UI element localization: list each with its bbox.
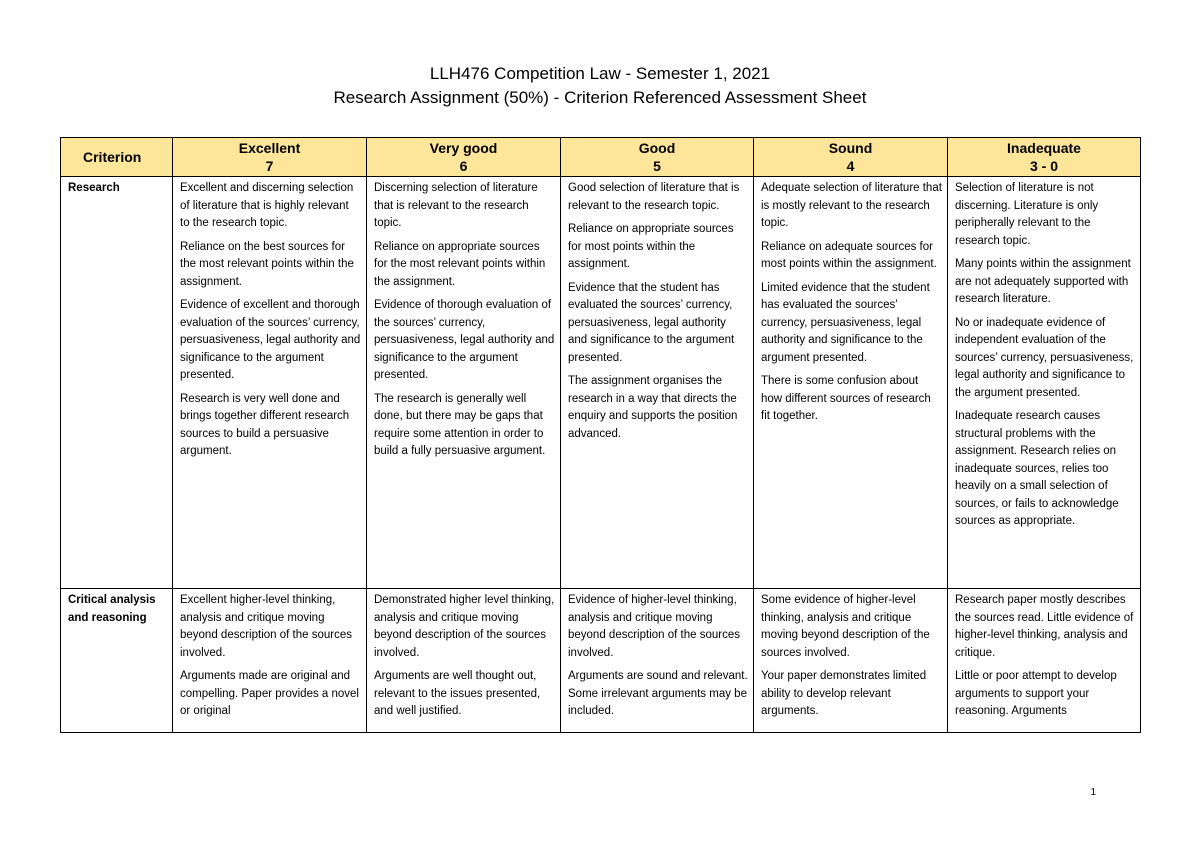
- header-good: [561, 138, 754, 177]
- descriptor-paragraph: Evidence of excellent and thorough evaluation of the sources’ currency, persuasiveness, legal authority and significance to the argument presented.: [180, 299, 361, 381]
- descriptor-paragraph: Evidence that the student has evaluated the sources’ currency, persuasiveness, legal authority and significance to the argument presented.: [568, 281, 735, 364]
- band-label: Good: [638, 140, 676, 156]
- document-title: LLH476 Competition Law - Semester 1, 2021: [429, 64, 771, 83]
- cell-excellent: [173, 177, 367, 589]
- descriptor-paragraph: Excellent higher-level thinking, analysis and critique moving beyond description of the sources involved.: [180, 594, 352, 659]
- band-score: 4: [846, 158, 855, 174]
- header-row: [61, 138, 1141, 177]
- descriptor-paragraph: Reliance on the best sources for the most relevant points within the assignment.: [180, 240, 354, 288]
- cell-inadequate: [948, 177, 1141, 589]
- cell-very-good: [367, 589, 561, 733]
- band-score: 3 - 0: [1029, 158, 1058, 174]
- descriptor-paragraph: Reliance on appropriate sources for the most relevant points within the assignment.: [374, 240, 546, 288]
- header-sound: [754, 138, 948, 177]
- descriptor-paragraph: Evidence of thorough evaluation of the sources’ currency, persuasiveness, legal authority and significance to the argument presented.: [374, 299, 555, 381]
- descriptor-paragraph: Adequate selection of literature that is mostly relevant to the research topic.: [761, 182, 942, 229]
- band-label: Excellent: [238, 140, 301, 156]
- document-subtitle: Research Assignment (50%) - Criterion Referenced Assessment Sheet: [333, 88, 867, 107]
- band-label: Sound: [828, 140, 873, 156]
- cell-good: [561, 177, 754, 589]
- header-inadequate: [948, 138, 1141, 177]
- descriptor-paragraph: Arguments made are original and compelling. Paper provides a novel or original: [180, 670, 359, 717]
- table-row-research: [61, 177, 1141, 589]
- descriptor-paragraph: Research is very well done and brings together different research sources to build a persuasive argument.: [180, 392, 350, 457]
- header-very-good: [367, 138, 561, 177]
- cell-excellent: [173, 589, 367, 733]
- descriptor-paragraph: Inadequate research causes structural problems with the assignment. Research relies on inadequate sources, relies too heavily on a small selection of sources, or fails to acknowledge sources as appropriate.: [955, 410, 1119, 527]
- descriptor-paragraph: Reliance on appropriate sources for most points within the assignment.: [568, 223, 734, 270]
- cell-good: [561, 589, 754, 733]
- descriptor-paragraph: There is some confusion about how different sources of research fit together.: [761, 375, 931, 422]
- descriptor-paragraph: Some evidence of higher-level thinking, analysis and critique moving beyond description of the sources involved.: [761, 594, 930, 659]
- cell-sound: [754, 177, 948, 589]
- descriptor-paragraph: Good selection of literature that is relevant to the research topic.: [568, 182, 740, 212]
- descriptor-paragraph: Demonstrated higher level thinking, analysis and critique moving beyond description of the sources involved.: [374, 594, 555, 659]
- descriptor-paragraph: Discerning selection of literature that is relevant to the research topic.: [374, 182, 538, 229]
- descriptor-paragraph: Limited evidence that the student has evaluated the sources’ currency, persuasiveness, legal authority and significance to the argument presented.: [761, 281, 930, 364]
- criterion-label: Research: [61, 177, 173, 589]
- descriptor-paragraph: Arguments are sound and relevant. Some irrelevant arguments may be included.: [568, 670, 748, 717]
- descriptor-paragraph: Little or poor attempt to develop arguments to support your reasoning. Arguments: [955, 670, 1117, 717]
- band-label: Inadequate: [1007, 140, 1081, 156]
- band-score: 6: [459, 158, 468, 174]
- descriptor-paragraph: Excellent and discerning selection of literature that is highly relevant to the research topic.: [180, 182, 354, 229]
- descriptor-paragraph: Evidence of higher-level thinking, analysis and critique moving beyond description of the sources involved.: [568, 594, 740, 659]
- cell-sound: [754, 589, 948, 733]
- descriptor-paragraph: Many points within the assignment are not adequately supported with research literature.: [955, 258, 1131, 305]
- descriptor-paragraph: Your paper demonstrates limited ability to develop relevant arguments.: [761, 670, 927, 717]
- band-label: Very good: [429, 140, 498, 156]
- criterion-label: Critical analysis and reasoning: [61, 589, 173, 733]
- cell-inadequate: [948, 589, 1141, 733]
- descriptor-paragraph: Arguments are well thought out, relevant to the issues presented, and well justified.: [374, 670, 541, 717]
- band-score: 5: [653, 158, 661, 174]
- page-number: 1: [1090, 787, 1096, 798]
- document-title-block: [0, 62, 1200, 110]
- header-excellent: [173, 138, 367, 177]
- cell-very-good: [367, 177, 561, 589]
- descriptor-paragraph: No or inadequate evidence of independent evaluation of the sources’ currency, persuasiveness, legal authority and significance to the argument presented.: [955, 316, 1134, 399]
- descriptor-paragraph: Reliance on adequate sources for most points within the assignment.: [761, 240, 937, 270]
- band-score: 7: [265, 158, 274, 174]
- criterion-header: Criterion: [61, 138, 173, 177]
- descriptor-paragraph: The research is generally well done, but there may be gaps that require some attention in order to build a fully persuasive argument.: [374, 392, 546, 457]
- assessment-rubric-table: [60, 137, 1141, 733]
- descriptor-paragraph: The assignment organises the research in a way that directs the enquiry and supports the position advanced.: [568, 375, 738, 440]
- table-row-critical-analysis: [61, 589, 1141, 733]
- descriptor-paragraph: Research paper mostly describes the sources read. Little evidence of higher-level thinking, analysis and critique.: [955, 594, 1134, 659]
- descriptor-paragraph: Selection of literature is not discerning. Literature is only peripherally relevant to the research topic.: [955, 182, 1099, 247]
